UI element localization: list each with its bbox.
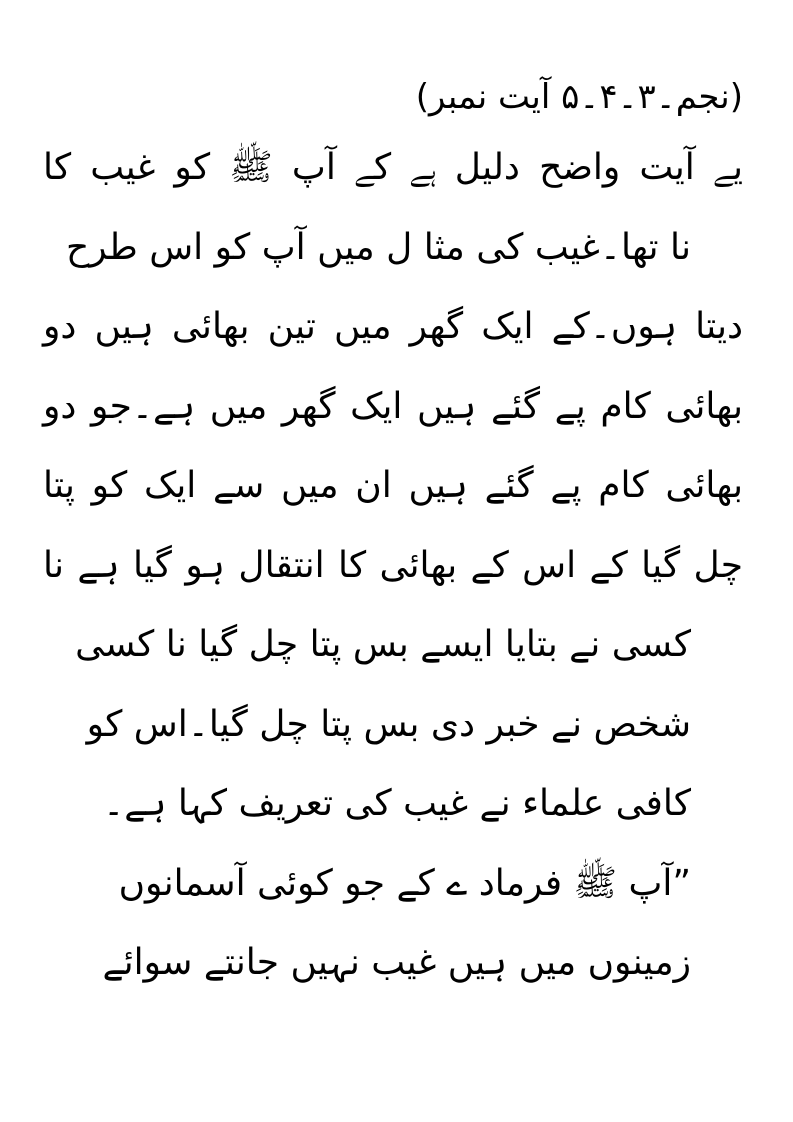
- text-line-1: یے آیت واضح دلیل ہے کے آپ ﷺ کو غیب کا: [43, 147, 743, 188]
- body-text: [43, 66, 743, 1003]
- verse-reference-heading: (نجم۔۳۔۴۔۵ آیت نمبر): [415, 77, 743, 117]
- text-line-4: بھائی کام پے گئے ہیں ایک گھر میں ہے۔جو دو: [43, 385, 743, 427]
- text-line-11: زمینوں میں ہیں غیب نہیں جانتے سوائے: [102, 942, 691, 983]
- text-line-8: شخص نے خبر دی بس پتا چل گیا۔اس کو: [86, 703, 691, 745]
- text-line-5: بھائی کام پے گئے ہیں ان میں سے ایک کو پتا: [43, 465, 743, 506]
- text-line-6: چل گیا کے اس کے بھائی کا انتقال ہو گیا ہے نا: [43, 544, 743, 586]
- text-line-2: نا تھا۔غیب کی مثا ل میں آپ کو اس طرح: [66, 226, 691, 268]
- text-line-10: ”آپ ﷺ فرماد ے کے جو کوئی آسمانوں: [118, 862, 691, 904]
- text-line-7: کسی نے بتایا ایسے بس پتا چل گیا نا کسی: [75, 624, 691, 665]
- text-line-9: کافی علماء نے غیب کی تعریف کہا ہے۔: [103, 783, 691, 824]
- text-line-3: دیتا ہوں۔کے ایک گھر میں تین بھائی ہیں دو: [43, 306, 743, 347]
